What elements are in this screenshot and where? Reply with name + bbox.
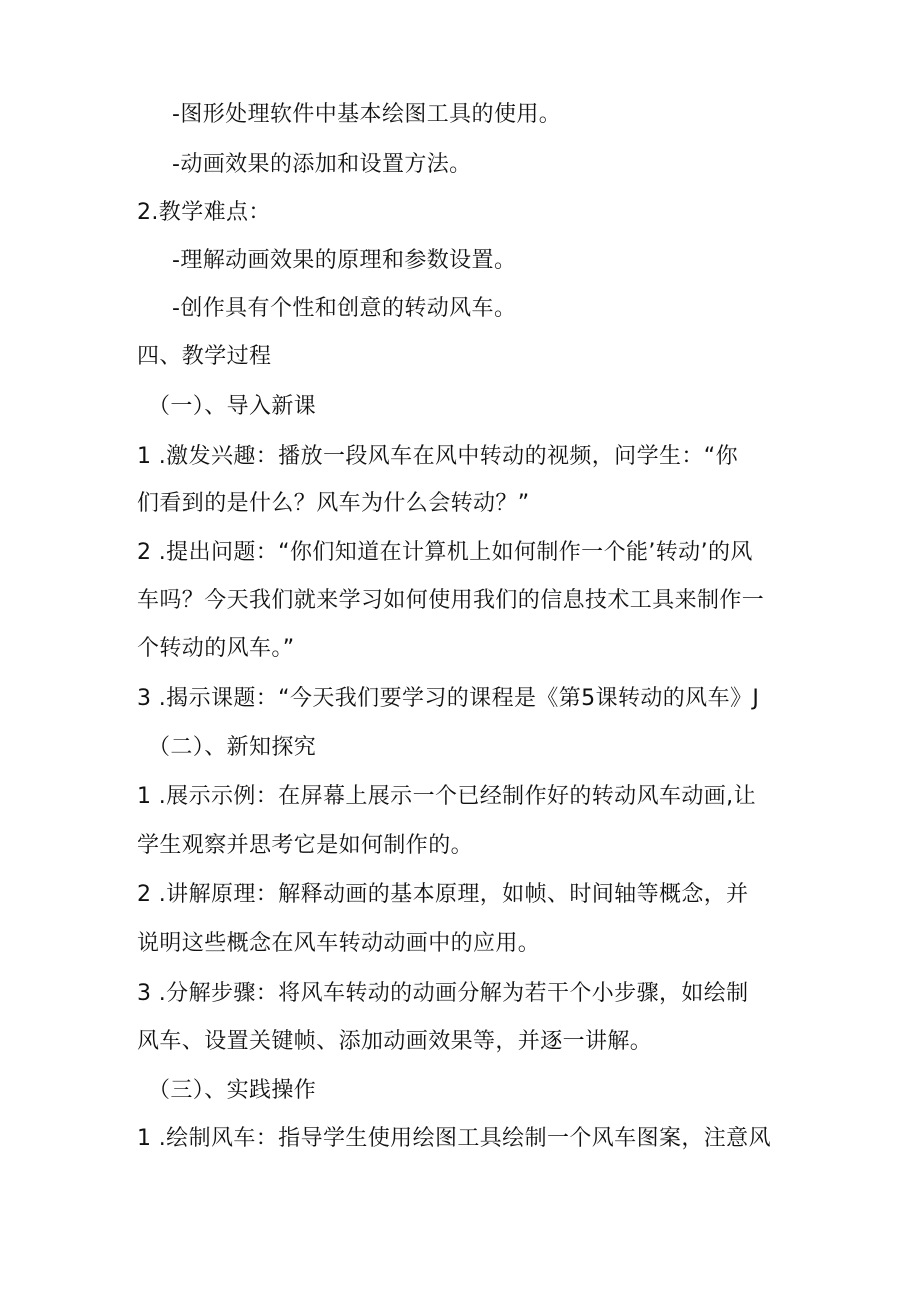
text-line-5: -创作具有个性和创意的转动风车。 bbox=[172, 296, 517, 321]
text-line-7: （一）、导入新课 bbox=[148, 394, 317, 419]
text-line-16: 学生观察并思考它是如何制作的。 bbox=[137, 833, 474, 858]
text-line-8: 1 .激发兴趣：播放一段风车在风中转动的视频，问学生：“你 bbox=[137, 444, 738, 469]
text-line-4: -理解动画效果的原理和参数设置。 bbox=[172, 248, 517, 273]
text-line-11: 车吗？今天我们就来学习如何使用我们的信息技术工具来制作一 bbox=[137, 588, 765, 613]
text-line-3: 2.教学难点： bbox=[137, 200, 271, 225]
text-line-20: 风车、设置关键帧、添加动画效果等，并逐一讲解。 bbox=[137, 1029, 653, 1054]
text-line-18: 说明这些概念在风车转动动画中的应用。 bbox=[137, 931, 541, 956]
text-line-10: 2 .提出问题：“你们知道在计算机上如何制作一个能’转动’的风 bbox=[137, 540, 753, 565]
text-line-1: -图形处理软件中基本绘图工具的使用。 bbox=[172, 102, 562, 127]
text-line-21: （三）、实践操作 bbox=[148, 1078, 317, 1103]
text-line-2: -动画效果的添加和设置方法。 bbox=[172, 152, 472, 177]
text-line-22: 1 .绘制风车：指导学生使用绘图工具绘制一个风车图案，注意风 bbox=[137, 1126, 771, 1151]
text-line-12: 个转动的风车。” bbox=[137, 636, 295, 661]
text-line-13: 3 .揭示课题：“今天我们要学习的课程是《第5课转动的风车》J bbox=[137, 686, 760, 711]
text-line-14: （二）、新知探究 bbox=[148, 735, 317, 760]
text-line-6: 四、教学过程 bbox=[137, 344, 272, 369]
text-line-9: 们看到的是什么？风车为什么会转动？” bbox=[137, 491, 530, 516]
text-line-15: 1 .展示示例：在屏幕上展示一个已经制作好的转动风车动画,让 bbox=[137, 784, 756, 809]
text-line-17: 2 .讲解原理：解释动画的基本原理，如帧、时间轴等概念，并 bbox=[137, 882, 749, 907]
text-line-19: 3 .分解步骤：将风车转动的动画分解为若干个小步骤，如绘制 bbox=[137, 981, 749, 1006]
